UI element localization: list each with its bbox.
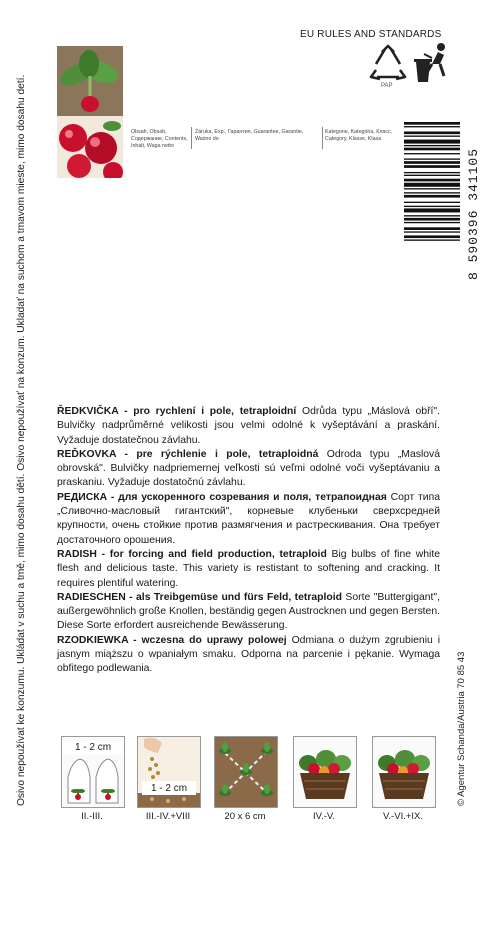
barcode-bar [404, 188, 460, 189]
eu-rules-title: EU RULES AND STANDARDS [300, 29, 442, 40]
variety-description [57, 405, 440, 677]
desc-cs: ŘEDKVIČKA - pro rychlení i pole, tetraploidní Odrůda typu „Máslová obří". Bulvičky nadprůměrné velikosti jsou velmi odolné k vyšeptávání a praskání. Vyžaduje dostatečnou závlahu. [57, 406, 440, 446]
barcode-bar [404, 172, 460, 173]
barcode-bar [404, 145, 460, 146]
step-harvest-basket-icon [372, 736, 436, 808]
step-spacing-icon [214, 736, 278, 808]
desc-sk: REĎKOVKA - pre rýchlenie i pole, tetraploidná Odroda typu „Maslová obrovská". Bulvičky nadpriemernej veľkosti sú veľmi odolné voči vyšeptávaniu a praskaniu. Vyžaduje dostatočnú závlahu. [57, 448, 440, 489]
guarantee-label: Záruka, Exp., Гарантия, Guarantee, Garantie, Ważne do [195, 129, 304, 143]
barcode-bar [404, 206, 460, 207]
step-label-harvest-2: V.-VI.+IX. [382, 811, 424, 822]
barcode-bar [404, 227, 460, 230]
copyright-side-text: © Agentur Schanda/Austria 70 85 43 [456, 651, 467, 806]
category-label: Kategorie, Kategória, Класс, Category, Klasse, Klasa [325, 129, 393, 143]
barcode-bar [404, 140, 460, 144]
barcode-bar [404, 192, 460, 193]
barcode-bar [404, 158, 460, 159]
desc-en: RADISH - for forcing and field production, tetraploid Big bulbs of fine white flesh and delicious taste. This variety is restistant to softening and cracking. It requires plentiful watering. [57, 548, 440, 589]
barcode-bar [404, 195, 460, 198]
barcode-bar [404, 179, 460, 182]
step-harvest-basket-icon [293, 736, 357, 808]
barcode-bar [404, 136, 460, 137]
barcode-number: 8 590396 341105 [466, 147, 481, 280]
barcode-bar [404, 235, 460, 238]
seed-warning-side-text: Osivo nepoužívat ke konzumu. Ukládat v suchu a tmě, mimo dosahu dětí. Osivo nepoužívať na konzum. Ukladať na suchom a tmavom mieste, mimo dosahu detí. [16, 74, 27, 806]
barcode-bar [404, 131, 460, 134]
barcode-bar [404, 239, 460, 240]
step-label-greenhouse: II.-III. [81, 811, 103, 822]
greenhouse-depth-label: 1 - 2 cm [74, 742, 112, 753]
barcode-bar [404, 183, 460, 187]
barcode-bar [404, 231, 460, 232]
desc-de: RADIESCHEN - als Treibgemüse und fürs Feld, tetraploid Sorte "Buttergigant", außergewöhnlich große Knollen, beständig gegen Austrocknen und gegen Bersten. Diese Sorte erfordert ausreichende Bewässerung. [57, 591, 440, 632]
barcode-bar [404, 161, 460, 164]
barcode-bar [404, 126, 460, 127]
step-label-sowing: III.-IV.+VIII [145, 811, 191, 822]
ean-barcode [404, 120, 460, 280]
barcode-bar [404, 153, 460, 154]
barcode-bar [404, 218, 460, 221]
info-divider [191, 127, 192, 149]
barcode-bar [404, 215, 460, 216]
step-label-spacing: 20 x 6 cm [224, 811, 266, 822]
recycle-icon [368, 44, 408, 82]
desc-pl: RZODKIEWKA - wczesna do uprawy polowej Odmiana o dużym zgrubieniu i jasnym miąższu o wpaniałym smaku. Odporna na parcenie i pękanie. Wymaga obfitego podlewania. [57, 634, 440, 675]
sow-depth-label: 1 - 2 cm [150, 783, 188, 794]
tidyman-bin-icon [410, 42, 452, 90]
step-label-harvest-1: IV.-V. [312, 811, 335, 822]
barcode-bar [404, 222, 460, 223]
info-divider [322, 127, 323, 149]
barcode-bar [404, 165, 460, 168]
barcode-bar [404, 208, 460, 212]
pap-label: PAP [381, 83, 393, 89]
radish-photo [57, 46, 123, 178]
barcode-bar [404, 202, 460, 203]
barcode-bar [404, 122, 460, 125]
contents-label: Obsah, Obsah, Содержание, Contents, Inhalt, Waga netto [131, 129, 188, 150]
step-sowing-icon [137, 736, 201, 808]
step-greenhouse-icon [61, 736, 125, 808]
barcode-bar [404, 175, 460, 176]
barcode-bar [404, 148, 460, 151]
desc-ru: РЕДИСКА - для ускоренного созревания и поля, тетрапоидная Сорт типа „Сливочно-масловый гигантский", корневые клубеньки сверхсредней крупности, очень стойкие против размягчения и растрескивания. Она требует достаточного орошения. [57, 491, 440, 546]
